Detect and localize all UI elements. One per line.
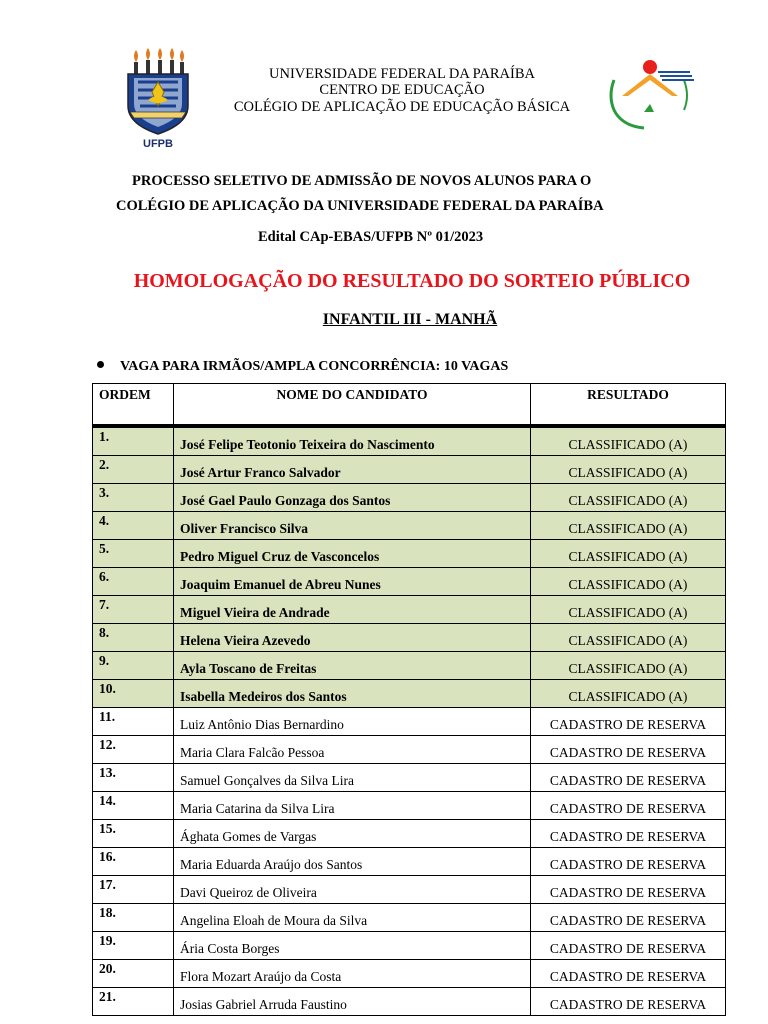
- table-row: [93, 596, 726, 624]
- row-name: Maria Eduarda Araújo dos Santos: [174, 848, 531, 876]
- class-subtitle: [60, 310, 760, 330]
- row-name: Helena Vieira Azevedo: [174, 624, 531, 652]
- row-name: Ayla Toscano de Freitas: [174, 652, 531, 680]
- table-row: [93, 848, 726, 876]
- table-row: [93, 764, 726, 792]
- row-name: Miguel Vieira de Andrade: [174, 596, 531, 624]
- vaga-text: VAGA PARA IRMÃOS/AMPLA CONCORRÊNCIA: 10 VAGAS: [120, 359, 509, 374]
- row-result: CLASSIFICADO (A): [531, 540, 726, 568]
- row-name: Flora Mozart Araújo da Costa: [174, 960, 531, 988]
- row-name: Davi Queiroz de Oliveira: [174, 876, 531, 904]
- row-order: 20.: [93, 960, 174, 988]
- table-row: [93, 652, 726, 680]
- row-result: CLASSIFICADO (A): [531, 484, 726, 512]
- row-name: Isabella Medeiros dos Santos: [174, 680, 531, 708]
- row-result: CLASSIFICADO (A): [531, 568, 726, 596]
- table-row: [93, 876, 726, 904]
- row-result: CADASTRO DE RESERVA: [531, 848, 726, 876]
- center-name: CENTRO DE EDUCAÇÃO: [319, 82, 485, 98]
- row-result: CLASSIFICADO (A): [531, 512, 726, 540]
- table-row: [93, 988, 726, 1016]
- row-name: Josias Gabriel Arruda Faustino: [174, 988, 531, 1016]
- table-row: [93, 624, 726, 652]
- header-order: ORDEM: [93, 384, 174, 427]
- row-order: 9.: [93, 652, 174, 680]
- ufpb-logo-text: UFPB: [143, 138, 173, 150]
- table-row: [93, 736, 726, 764]
- row-order: 19.: [93, 932, 174, 960]
- row-name: José Gael Paulo Gonzaga dos Santos: [174, 484, 531, 512]
- header-name: NOME DO CANDIDATO: [174, 384, 531, 427]
- table-row: [93, 792, 726, 820]
- row-name: Oliver Francisco Silva: [174, 512, 531, 540]
- row-result: CLASSIFICADO (A): [531, 680, 726, 708]
- row-result: CLASSIFICADO (A): [531, 652, 726, 680]
- row-order: 3.: [93, 484, 174, 512]
- process-line-2: COLÉGIO DE APLICAÇÃO DA UNIVERSIDADE FEDERAL DA PARAÍBA: [116, 198, 604, 214]
- row-order: 8.: [93, 624, 174, 652]
- row-order: 11.: [93, 708, 174, 736]
- row-result: CADASTRO DE RESERVA: [531, 708, 726, 736]
- row-result: CLASSIFICADO (A): [531, 624, 726, 652]
- row-result: CADASTRO DE RESERVA: [531, 820, 726, 848]
- bullet-icon: [97, 361, 104, 368]
- row-result: CLASSIFICADO (A): [531, 456, 726, 484]
- row-result: CADASTRO DE RESERVA: [531, 792, 726, 820]
- table-row: [93, 512, 726, 540]
- row-name: Maria Catarina da Silva Lira: [174, 792, 531, 820]
- table-row: [93, 708, 726, 736]
- row-result: CADASTRO DE RESERVA: [531, 988, 726, 1016]
- vaga-heading: [97, 358, 508, 376]
- row-name: Maria Clara Falcão Pessoa: [174, 736, 531, 764]
- row-result: CADASTRO DE RESERVA: [531, 876, 726, 904]
- edital-number: Edital CAp-EBAS/UFPB Nº 01/2023: [258, 229, 484, 245]
- row-name: Samuel Gonçalves da Silva Lira: [174, 764, 531, 792]
- row-result: CADASTRO DE RESERVA: [531, 960, 726, 988]
- table-row: [93, 568, 726, 596]
- table-header-row: [93, 384, 726, 427]
- row-order: 17.: [93, 876, 174, 904]
- row-result: CLASSIFICADO (A): [531, 596, 726, 624]
- row-order: 4.: [93, 512, 174, 540]
- row-name: Ághata Gomes de Vargas: [174, 820, 531, 848]
- table-row: [93, 456, 726, 484]
- row-name: Pedro Miguel Cruz de Vasconcelos: [174, 540, 531, 568]
- row-order: 21.: [93, 988, 174, 1016]
- row-order: 5.: [93, 540, 174, 568]
- header-result: RESULTADO: [531, 384, 726, 427]
- college-name: COLÉGIO DE APLICAÇÃO DE EDUCAÇÃO BÁSICA: [233, 99, 571, 115]
- class-subtitle-text: INFANTIL III - MANHÃ: [322, 311, 498, 328]
- row-order: 6.: [93, 568, 174, 596]
- row-order: 2.: [93, 456, 174, 484]
- row-order: 10.: [93, 680, 174, 708]
- row-order: 13.: [93, 764, 174, 792]
- cap-logo: [600, 56, 696, 130]
- row-result: CADASTRO DE RESERVA: [531, 736, 726, 764]
- row-order: 1.: [93, 426, 174, 456]
- row-name: Ária Costa Borges: [174, 932, 531, 960]
- table-row: [93, 960, 726, 988]
- row-result: CADASTRO DE RESERVA: [531, 764, 726, 792]
- process-line-1: PROCESSO SELETIVO DE ADMISSÃO DE NOVOS ALUNOS PARA O: [132, 173, 592, 189]
- row-name: Luiz Antônio Dias Bernardino: [174, 708, 531, 736]
- table-row: [93, 680, 726, 708]
- university-name: UNIVERSIDADE FEDERAL DA PARAÍBA: [269, 66, 535, 82]
- table-row: [93, 540, 726, 568]
- table-row: [93, 932, 726, 960]
- row-order: 15.: [93, 820, 174, 848]
- row-order: 12.: [93, 736, 174, 764]
- row-result: CLASSIFICADO (A): [531, 426, 726, 456]
- row-order: 18.: [93, 904, 174, 932]
- table-row: [93, 904, 726, 932]
- row-name: José Felipe Teotonio Teixeira do Nascimento: [174, 426, 531, 456]
- table-row: [93, 426, 726, 456]
- table-row: [93, 820, 726, 848]
- row-result: CADASTRO DE RESERVA: [531, 932, 726, 960]
- row-name: Joaquim Emanuel de Abreu Nunes: [174, 568, 531, 596]
- row-result: CADASTRO DE RESERVA: [531, 904, 726, 932]
- row-order: 16.: [93, 848, 174, 876]
- row-name: José Artur Franco Salvador: [174, 456, 531, 484]
- page-title: HOMOLOGAÇÃO DO RESULTADO DO SORTEIO PÚBLICO: [133, 270, 691, 292]
- row-order: 7.: [93, 596, 174, 624]
- row-name: Angelina Eloah de Moura da Silva: [174, 904, 531, 932]
- results-table: [92, 383, 726, 1016]
- table-row: [93, 484, 726, 512]
- row-order: 14.: [93, 792, 174, 820]
- ufpb-logo: [124, 48, 192, 150]
